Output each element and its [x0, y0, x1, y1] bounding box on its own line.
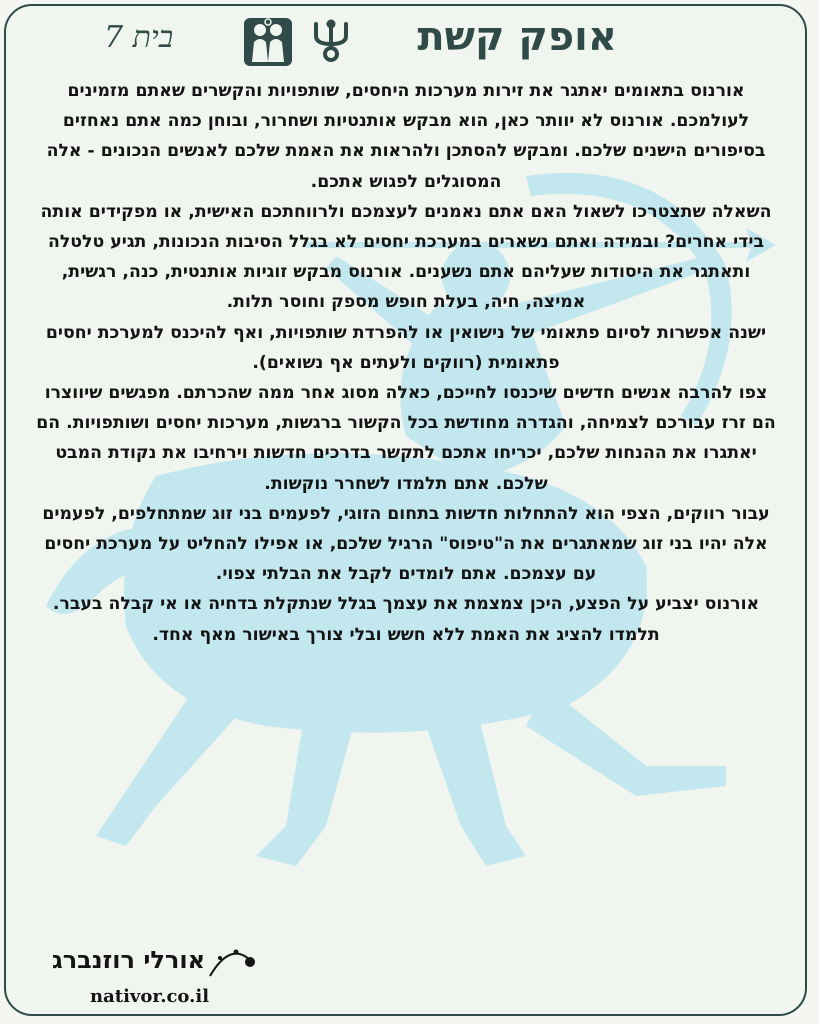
- brand-logo: [46, 946, 266, 1010]
- website-link[interactable]: nativor.co.il: [90, 986, 210, 1007]
- paragraph-5: עבור רווקים, הצפי הוא להתחלות חדשות בתחום הזוגי, לפעמים בני זוג שמתחלפים, לפעמים אלה יהיו בני זוג שמאתגרים את ה"טיפוס" הרגיל שלכם, או אפילו להחליט על מערכת יחסים עם עצמכם. אתם לומדים לקבל את הבלתי צפוי.: [42, 503, 770, 585]
- paragraph-1: אורנוס בתאומים יאתגר את זירות מערכות היחסים, שותפויות והקשרים שאתם מזמינים לעולמכם. אורנוס לא יוותר כאן, הוא מבקש אותנטיות ושחרור, ובוחן כמה אתם נאחזים בסיפורים הישנים שלכם. ומבקש להסתכן ולהראות את האמת שלכם לאנשים הנכונים - אלה המסוגלים לפגוש אתכם.: [46, 81, 766, 192]
- header: [6, 8, 805, 70]
- brand-name: אורלי רוזנברג: [52, 946, 206, 974]
- article-body: [32, 76, 780, 650]
- paragraph-2: השאלה שתצטרכו לשאול האם אתם נאמנים לעצמכם ולרווחתכם האישית, או מפקידים אותה בידי אחרים? ובמידה ואתם נשארים במערכת יחסים לא בגלל הסיבות הנכונות, תגיע טלטלה ותאתגר את היסודות שעליהם אתם נשענים. אורנוס מבקש זוגיות אותנטית, כנה, רגשית, אמיצה, חיה, בעלת חופש מספק וחוסר תלות.: [40, 201, 772, 313]
- orbit-logo-icon: [206, 948, 256, 982]
- uranus-symbol-icon: [308, 18, 354, 64]
- paragraph-6: אורנוס יצביע על הפצע, היכן צמצמת את עצמך בגלל שנתקלת בדחיה או אי קבלה בעבר. תלמדו להציג את האמת ללא חשש ובלי צורך באישור מאף אחד.: [52, 594, 760, 645]
- paragraph-3: ישנה אפשרות לסיום פתאומי של נישואין או להפרדת שותפויות, ואף להיכנס למערכת יחסים פתאומית (רווקים ולעתים אף נשואים).: [45, 322, 767, 373]
- page-title: אופק קשת: [417, 14, 617, 60]
- paragraph-4: צפו להרבה אנשים חדשים שיכנסו לחייכם, כאלה מסוג אחר ממה שהכרתם. מפגשים שיווצרו הם זרז עבורכם לצמיחה, והגדרה מחודשת בכל הקשור ברגשות, מערכות יחסים ושותפויות. הם יאתגרו את ההנחות שלכם, יכריחו אתכם לתקשר בדרכים חדשות וירחיבו את נקודת המבט שלכם. אתם תלמדו לשחרר נוקשות.: [36, 383, 776, 494]
- house-label: בית 7: [104, 20, 174, 55]
- gemini-twins-icon: [240, 14, 296, 70]
- content-card: [4, 4, 807, 1016]
